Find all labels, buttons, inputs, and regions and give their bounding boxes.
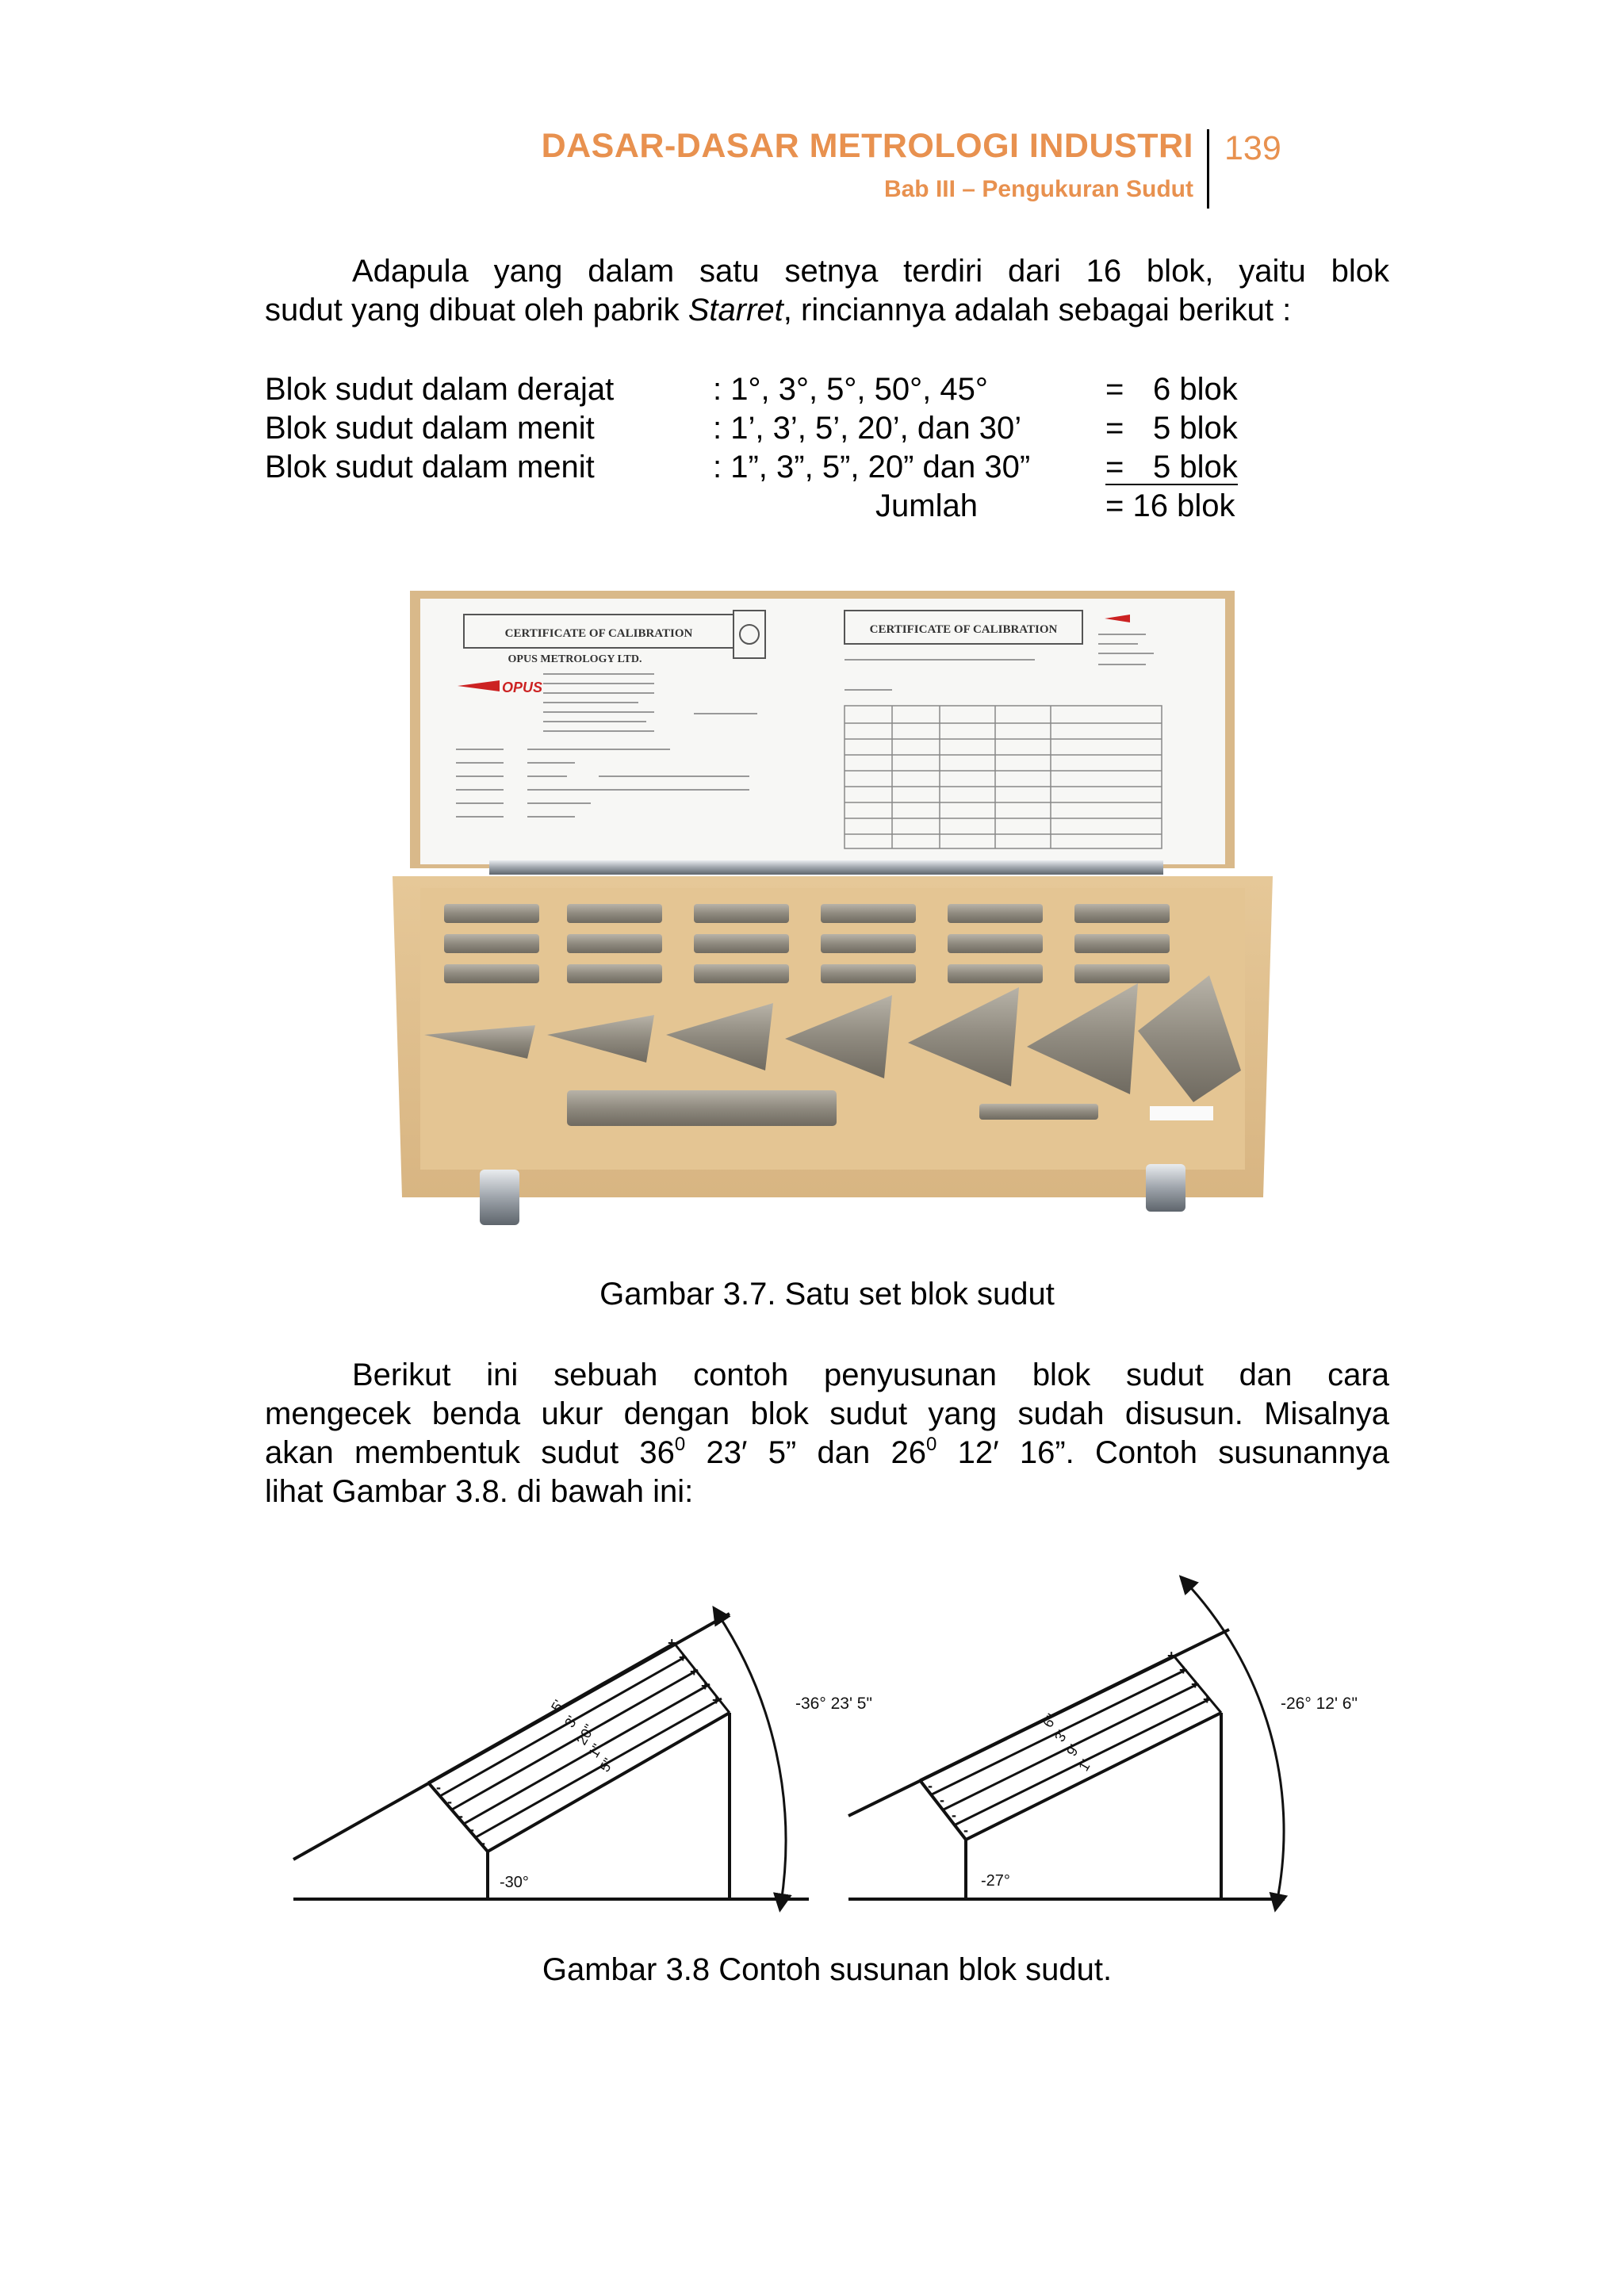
count-value: 6 blok (1153, 372, 1238, 407)
row-count (1105, 409, 1248, 448)
row-count (1105, 448, 1248, 487)
total-label: Jumlah (875, 488, 978, 523)
sign-markers (436, 1635, 1212, 1851)
equals-sign: = (1105, 411, 1124, 446)
text-run: sudut yang dibuat oleh pabrik (265, 293, 688, 327)
paragraph-line (265, 291, 1389, 330)
svg-text:+: + (1203, 1691, 1212, 1707)
text-run: 12′ 16”. Contoh susunannya (936, 1435, 1389, 1470)
block-label: 3' (561, 1713, 581, 1730)
angle-arc (718, 1614, 786, 1903)
angle-block-layers (920, 1656, 1221, 1825)
svg-text:+: + (701, 1678, 710, 1694)
equals-sign: = (1105, 372, 1124, 407)
page-number: 139 (1224, 129, 1281, 167)
svg-text:+: + (668, 1635, 676, 1651)
block-label: 1" (585, 1741, 606, 1760)
opus-logo-text: OPUS (502, 680, 543, 695)
text-run: 23′ 5” dan 26 (685, 1435, 926, 1470)
case-latch (1146, 1164, 1185, 1212)
row-count (1105, 370, 1248, 409)
certificate-company: OPUS METROLOGY LTD. (508, 653, 642, 665)
text-run: , rinciannya adalah sebagai berikut : (783, 293, 1292, 327)
block-list-table (265, 370, 1296, 526)
equals-sign: = (1105, 450, 1124, 484)
block-label: 20" (573, 1721, 598, 1748)
manufacturer-name: Starret (688, 293, 783, 327)
block-label: 5" (596, 1755, 617, 1775)
svg-text:-: - (469, 1821, 474, 1837)
svg-text:-: - (952, 1807, 956, 1823)
svg-text:+: + (679, 1649, 688, 1665)
paragraph-example (265, 1356, 1389, 1511)
row-values: : 1°, 3°, 5°, 50°, 45° (713, 372, 988, 407)
paragraph-line: Berikut ini sebuah contoh penyusunan blok sudut dan cara (352, 1358, 1389, 1392)
base-angle-label: -27° (981, 1872, 1010, 1890)
row-label: Blok sudut dalam menit (265, 411, 595, 446)
svg-text:+: + (1179, 1662, 1188, 1678)
row-values: : 1”, 3”, 5”, 20” dan 30” (713, 450, 1031, 484)
angle-block-stack-diagram (285, 1554, 1396, 1919)
figure-caption: Gambar 3.8 Contoh susunan blok sudut. (542, 1952, 1113, 1987)
svg-text:+: + (712, 1692, 721, 1708)
svg-text:-: - (481, 1835, 485, 1851)
block-label: 9' (1063, 1741, 1083, 1759)
paragraph-line: lihat Gambar 3.8. di bawah ini: (265, 1474, 694, 1509)
underlined-count (1105, 450, 1238, 485)
svg-text:-: - (458, 1808, 463, 1824)
svg-text:-: - (963, 1822, 968, 1838)
block-label: 5' (548, 1697, 568, 1714)
svg-text:-: - (940, 1792, 944, 1808)
angle-block-layers (428, 1643, 730, 1852)
angle-block-small (979, 1104, 1098, 1120)
table-total-row (265, 487, 1296, 526)
header-divider (1207, 129, 1209, 209)
paragraph-line: Adapula yang dalam satu setnya terdiri dari 16 blok, yaitu blok (352, 254, 1389, 289)
svg-text:-: - (436, 1779, 441, 1795)
angle-block-long (567, 1090, 837, 1126)
row-values: : 1’, 3’, 5’, 20’, dan 30’ (713, 411, 1022, 446)
total-angle-label: -36° 23' 5" (795, 1695, 872, 1713)
table-row (265, 370, 1296, 409)
certificate-title: CERTIFICATE OF CALIBRATION (869, 623, 1058, 636)
set-label (1150, 1106, 1213, 1120)
count-value: 5 blok (1153, 411, 1238, 446)
table-row (265, 409, 1296, 448)
case-latch (480, 1170, 519, 1225)
total-value: = 16 blok (1105, 488, 1235, 523)
svg-text:-: - (447, 1794, 452, 1810)
paragraph-line (265, 1434, 1389, 1473)
block-label: 6" (1040, 1710, 1060, 1730)
text-run: akan membentuk sudut 36 (265, 1435, 675, 1470)
running-header-chapter: Bab III – Pengukuran Sudut (883, 176, 1193, 202)
block-label: 3' (1051, 1727, 1071, 1744)
case-hinge (489, 860, 1163, 875)
certificate-title: CERTIFICATE OF CALIBRATION (504, 627, 693, 640)
total-angle-label: -26° 12' 6" (1281, 1695, 1358, 1713)
figure-caption: Gambar 3.7. Satu set blok sudut (599, 1277, 1055, 1312)
svg-text:-: - (928, 1778, 933, 1794)
row-label: Blok sudut dalam menit (265, 450, 595, 484)
base-angle-label: -30° (500, 1874, 529, 1891)
svg-text:+: + (1191, 1676, 1200, 1692)
paragraph-intro (265, 252, 1389, 330)
degree-superscript: 0 (926, 1434, 937, 1455)
block-label: 1' (1075, 1756, 1095, 1774)
svg-text:+: + (690, 1664, 699, 1679)
paragraph-line: mengecek benda ukur dengan blok sudut yang sudah disusun. Misalnya (265, 1396, 1389, 1431)
row-label: Blok sudut dalam derajat (265, 372, 615, 407)
degree-superscript: 0 (674, 1434, 686, 1455)
running-header-title: DASAR-DASAR METROLOGI INDUSTRI (541, 127, 1193, 165)
angle-block-set-photo (337, 587, 1328, 1237)
count-value: 5 blok (1153, 450, 1238, 484)
table-row (265, 448, 1296, 487)
angle-arc (1185, 1582, 1284, 1903)
svg-text:+: + (1167, 1648, 1176, 1664)
